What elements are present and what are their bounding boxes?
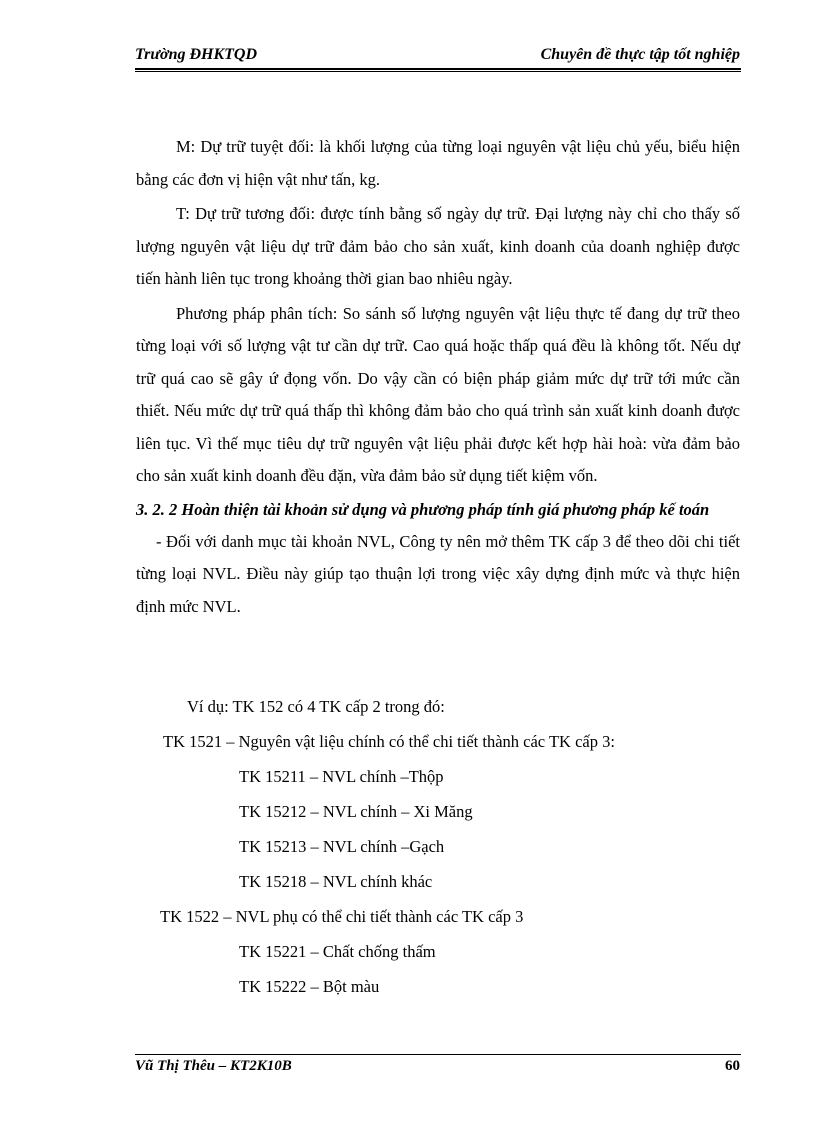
paragraph-account-catalog: - Đối với danh mục tài khoản NVL, Công ty nên mở thêm TK cấp 3 để theo dõi chi tiết từng loại NVL. Điều này giúp tạo thuận lợi trong việc xây dựng định mức và thực hiện định mức NVL. (136, 531, 740, 616)
account-15213: TK 15213 – NVL chính –Gạch (239, 837, 445, 856)
header-rule (135, 68, 741, 70)
account-15212: TK 15212 – NVL chính – Xi Măng (239, 802, 473, 821)
example-intro: Ví dụ: TK 152 có 4 TK cấp 2 trong đó: (187, 697, 445, 716)
page-number: 60 (725, 1058, 740, 1074)
account-15222: TK 15222 – Bột màu (239, 977, 380, 996)
paragraph-analysis-method: Phương pháp phân tích: So sánh số lượng nguyên vật liệu thực tế đang dự trữ theo từng loại với số lượng vật tư cần dự trữ. Cao quá hoặc thấp quá đều là không tốt. Nếu dự trữ quá cao sẽ gây ứ đọng vốn. Do vậy cần có biện pháp giảm mức dự trữ tới mức cần thiết. Nếu mức dự trữ quá thấp thì không đảm bảo cho quá trình sản xuất kinh doanh được liên tục. Vì thế mục tiêu dự trữ nguyên vật liệu phải được kết hợp hài hoà: vừa đảm bảo cho sản xuất kinh doanh đều đặn, vừa đảm bảo sử dụng tiết kiệm vốn. (136, 303, 740, 485)
header-document-type: Chuyên đề thực tập tốt nghiệp (540, 46, 740, 63)
paragraph-relative-reserve: T: Dự trữ tương đối: được tính bằng số ngày dự trữ. Đại lượng này chỉ cho thấy số lượng nguyên vật liệu dự trữ đảm bảo cho sản xuất, kinh doanh của doanh nghiệp được tiến hành liên tục trong khoảng thời gian bao nhiêu ngày. (136, 204, 740, 288)
footer-author: Vũ Thị Thêu – KT2K10B (135, 1058, 292, 1074)
header-rule-thin (135, 71, 741, 72)
page-header (135, 46, 740, 68)
account-1522-title: TK 1522 – NVL phụ có thể chi tiết thành các TK cấp 3 (160, 907, 524, 926)
account-15221: TK 15221 – Chất chống thấm (239, 942, 436, 961)
account-15218: TK 15218 – NVL chính khác (239, 872, 433, 891)
paragraph-absolute-reserve: M: Dự trữ tuyệt đối: là khối lượng của từng loại nguyên vật liệu chủ yếu, biểu hiện bằng các đơn vị hiện vật như tấn, kg. (136, 137, 740, 189)
body-text (136, 131, 740, 623)
section-heading: 3. 2. 2 Hoàn thiện tài khoản sử dụng và phương pháp tính giá phương pháp kế toán (136, 499, 710, 519)
account-15211: TK 15211 – NVL chính –Thộp (239, 767, 444, 786)
header-school: Trường ĐHKTQD (135, 46, 258, 63)
footer-rule (135, 1054, 741, 1055)
account-1521-title: TK 1521 – Nguyên vật liệu chính có thể chi tiết thành các TK cấp 3: (163, 732, 615, 751)
